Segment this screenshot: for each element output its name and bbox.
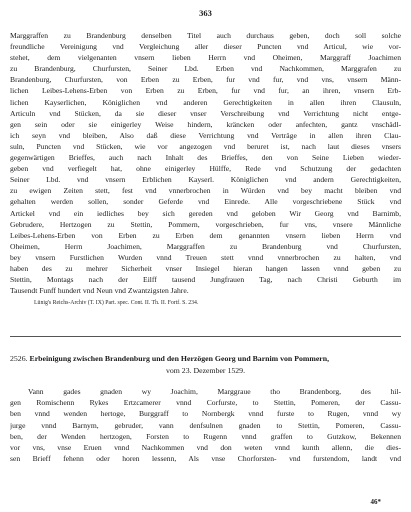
- text-line: suln, Puncten vnd Stücken, wie vor angezogen vnd beruret ist, nach laut dieses vnsers: [10, 141, 401, 151]
- text-line: Articuln vnd Stücken, da sie dieser vnser Verschreibung vnd Verrichtung nicht entge-: [10, 108, 401, 118]
- document-title: Erbeinigung zwischen Brandenburg und den Herzögen Georg und Barnim von Pommern,: [29, 354, 330, 364]
- text-line: gegenwärtigen Brieffes, auch nach Inhalt des Brieffes, den von Seine Lieben wieder-: [10, 153, 401, 163]
- text-line: haben des zu mehrer Sicherheit vnser Insiegel hieran hangen lassen vnnd geben zu: [10, 263, 401, 273]
- text-line: gen sein oder sie einigerley Weise hindern, kräncken oder anfechten, gantz vnschädl-: [10, 119, 401, 129]
- text-line: Leibes-Lehens-Erben von Erben zu Erben dem genannten vnsern lieben Herrn vnd: [10, 230, 401, 240]
- text-line: Artickel vnd ein iedliches bey sich gereden vnd geloben Wir Georg vnd Barnimb,: [10, 208, 401, 218]
- text-line: Brandenburg, Churfursten, von Erben zu Erben, fur vnd fur, vnd vns, vnsern Männ-: [10, 75, 401, 85]
- signature-mark: 46*: [370, 498, 381, 506]
- text-line: ich seyn vnd bleiben, Also daß diese Verrichtung vnd Verträge in allen ihren Clau-: [10, 130, 401, 140]
- text-line: vor vns, vnse Eruen vnnd Nachkommen vnd don weten vnnd kunth allenn, die dies-: [10, 442, 401, 452]
- upper-text-block: [10, 30, 401, 296]
- text-line: Gebrudere, Hertzogen zu Stettin, Pommern, vorgeschrieben, fur vns, vnsere Männliche: [10, 219, 401, 229]
- page-number: 363: [199, 8, 212, 18]
- text-line: jurge vnnd Barnym, gebruder, vann denfsulnen gnaden to Stettin, Pomeren, Cassu-: [10, 420, 401, 430]
- text-line: Tausendt Funff hundert vnd Neun vnd Zwantzigsten Jahre.: [10, 286, 189, 296]
- document-body: [10, 386, 401, 464]
- text-line: bey vnsern Furstlichen Wurden vnnd Treuen stett vnnd vnnerbrochen zu halten, vnd: [10, 252, 401, 262]
- text-line: freundliche Vereinigung vnd Vergleichung aller dieser Puncten vnd Articul, wie vor-: [10, 42, 401, 52]
- text-line: geben vnd verfiegelt hat, ohne einigerley Hülffe, Rede vnd Schutzung der gedachten: [10, 164, 401, 174]
- text-line: zu ewigen Zeiten stett, fest vnd vnnerbrochen in Würden vnd bey macht bleiben vnd: [10, 186, 401, 196]
- text-line: lichen Leibes-Lehens-Erben von Erben zu Erben, fur vnd fur, an ihren, vnsern Erb-: [10, 86, 401, 96]
- text-line: zu Brandenburg, Churfursten, Seiner Lbd. Erben vnd Nachkommen, Marggrafen zu: [10, 64, 401, 74]
- text-line: sen Brieff fehenn oder horen lessenn, Als vnse Chorforsten- vnd furstendom, landt vnd: [10, 453, 401, 463]
- text-line: Seiner Lbd. vnd vnsern Erblichen Kayserl. Königlichen vnd andern Gerechtigkeiten,: [10, 175, 401, 185]
- text-line: lichen Kayserlichen, Königlichen vnd anderen Gerechtigkeiten in allen ihren Clausuln,: [10, 97, 401, 107]
- text-line: ben vnnd wenden hertoge, Burggraff to Nornbergk vnnd furste to Rugen, vnnd wy: [10, 409, 401, 419]
- document-heading: [10, 353, 401, 376]
- document-page: [10, 6, 401, 506]
- document-date: vom 23. Dezember 1529.: [165, 366, 246, 376]
- text-line: ben, der Wenden hertzogen, Forsten to Rugenn vnnd graffen to Gutzkow, Bekennen: [10, 431, 401, 441]
- text-line: Vann gades gnaden wy Joachim, Marggraue tho Brandenborg, des hil-: [28, 387, 401, 397]
- text-line: gen Romischenn Rykes Ertzcamerer vnnd Corfurste, to Stettin, Pomeren, der Cassu-: [10, 398, 401, 408]
- text-line: Stettin, Montags nach der Eilff tausend Jungfrauen Tag, nach Christi Geburth im: [10, 275, 401, 285]
- text-line: Oheimen, Herrn Joachimen, Marggraffen zu Brandenburg vnd Churfursten,: [10, 241, 401, 251]
- source-note: Lünig's Reichs-Archiv (T. IX) Part. spec. Cont. II. Th. II. Fortf. S. 234.: [34, 300, 199, 307]
- text-line: Marggraffen zu Brandenburg denselben Titel auch durchaus geben, doch soll solche: [10, 31, 401, 40]
- text-line: stehet, dem vielgenanten vnsern lieben Herrn vnd Oheimen, Marggraff Joachimen: [10, 53, 401, 63]
- document-number: 2526.: [10, 354, 28, 364]
- text-line: gehalten werden sollen, sonder Geferde vnd Einrede. Alle vorgeschriebene Stück vnd: [10, 197, 401, 207]
- section-divider: [10, 336, 401, 337]
